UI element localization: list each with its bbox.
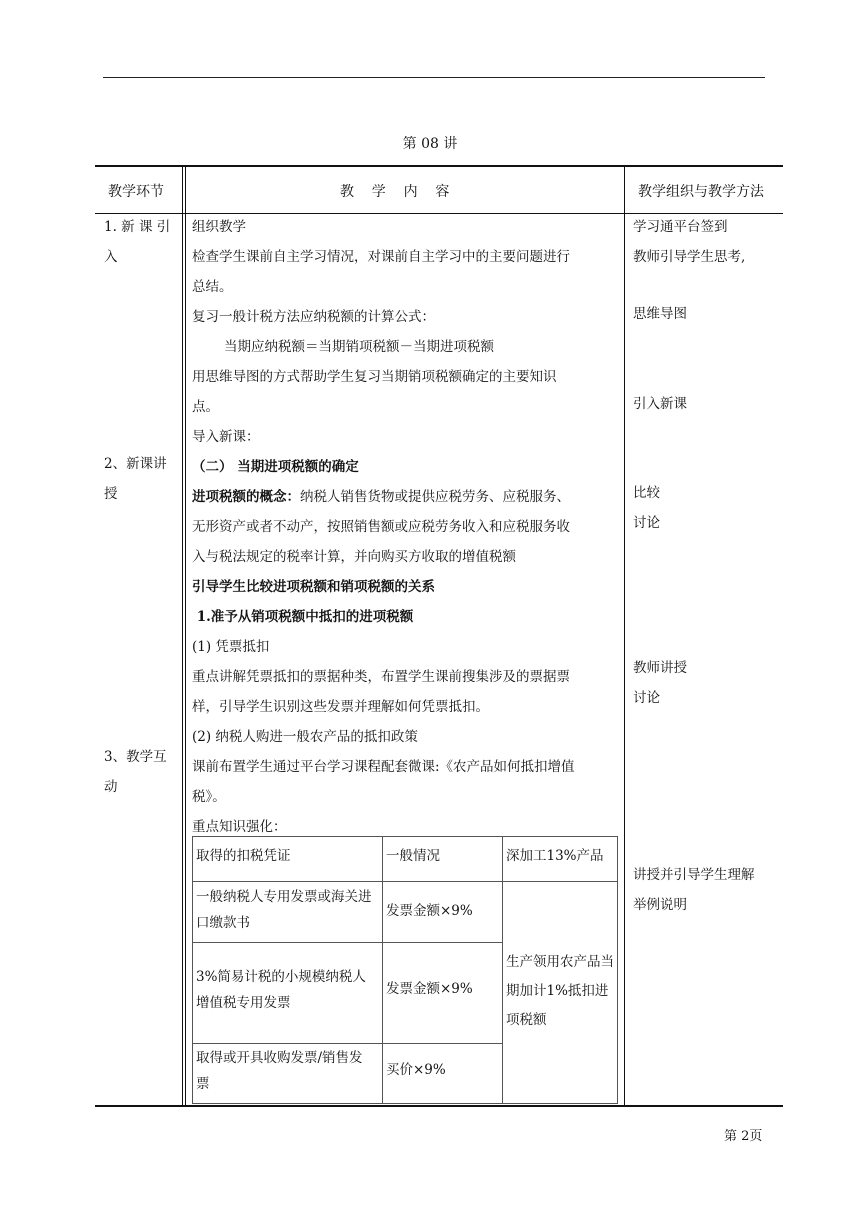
section-heading: （二） 当期进项税额的确定: [192, 459, 359, 475]
content-line: 复习一般计税方法应纳税额的计算公式：: [192, 309, 435, 325]
table-cell: 3%简易计税的小规模纳税人增值税专用发票: [196, 969, 366, 1011]
deduction-table: [192, 836, 618, 1104]
table-cell: 发票金额×9%: [386, 981, 473, 997]
methods-2: 思维导图: [633, 306, 687, 322]
content-line: (2) 纳税人购进一般农产品的抵扣政策: [192, 729, 418, 745]
lecture-title: 第 08 讲: [402, 136, 458, 152]
subheading: 1.准予从销项税额中抵扣的进项税额: [192, 609, 414, 625]
table-bottom-border: [95, 1105, 783, 1107]
merged-cell: 生产领用农产品当期加计1%抵扣进项税额: [506, 954, 614, 1028]
content-line: 检查学生课前自主学习情况，对课前自主学习中的主要问题进行: [192, 249, 570, 265]
content-line: 税》。: [192, 789, 226, 805]
table-header-cell: 深加工13%产品: [506, 848, 604, 864]
content-line: 点。: [192, 399, 219, 415]
concept-label: 进项税额的概念：: [192, 489, 300, 505]
header-rule: [103, 77, 765, 78]
bold-line: 引导学生比较进项税额和销项税额的关系: [192, 579, 435, 595]
page-number: 第 2页: [724, 1129, 763, 1144]
content-line: 组织教学: [192, 219, 246, 235]
content-line: 导入新课：: [192, 429, 260, 445]
header-teaching-stage: 教学环节: [108, 184, 164, 200]
header-teaching-method: 教学组织与教学方法: [638, 184, 764, 200]
stage-3: 3、教学互 动: [104, 749, 167, 795]
header-teaching-content: 教 学 内 容: [340, 184, 450, 200]
content-line: 重点知识强化：: [192, 819, 287, 835]
table-header-cell: 一般情况: [386, 848, 440, 864]
table-cell: 取得或开具收购发票/销售发票: [196, 1050, 363, 1092]
column-divider-1b: [185, 165, 186, 1106]
formula-line: 当期应纳税额＝当期销项税额－当期进项税额: [224, 339, 494, 355]
table-cell: 发票金额×9%: [386, 903, 473, 919]
column-divider-1: [182, 165, 183, 1106]
content-line: 重点讲解凭票抵扣的票据种类，布置学生课前搜集涉及的票据票: [192, 669, 570, 685]
methods-4: 比较 讨论: [633, 485, 660, 531]
content-line: 无形资产或者不动产，按照销售额或应税劳务收入和应税服务收: [192, 519, 570, 535]
main-content: [192, 212, 620, 842]
table-cell: 买价×9%: [386, 1062, 446, 1078]
content-line: 用思维导图的方式帮助学生复习当期销项税额确定的主要知识: [192, 369, 557, 385]
methods-6: 讲授并引导学生理解 举例说明: [633, 867, 755, 913]
content-line: 样，引导学生识别这些发票并理解如何凭票抵扣。: [192, 699, 489, 715]
stage-1: 1. 新 课 引 入: [104, 219, 171, 265]
table-header-cell: 取得的扣税凭证: [196, 848, 291, 864]
methods-5: 教师讲授 讨论: [633, 660, 687, 706]
content-line: 进项税额的概念：纳税人销售货物或提供应税劳务、应税服务、: [192, 489, 570, 505]
content-line: 入与税法规定的税率计算，并向购买方收取的增值税额: [192, 549, 516, 565]
table-top-border: [95, 165, 783, 167]
methods-3: 引入新课: [633, 396, 687, 412]
column-divider-2: [624, 165, 625, 1106]
methods-1: 学习通平台签到 教师引导学生思考,: [633, 219, 746, 265]
content-line: 总结。: [192, 279, 233, 295]
content-line: (1) 凭票抵扣: [192, 639, 270, 655]
content-line: 课前布置学生通过平台学习课程配套微课:《农产品如何抵扣增值: [192, 759, 575, 775]
stage-2: 2、新课讲 授: [104, 456, 167, 502]
table-cell: 一般纳税人专用发票或海关进口缴款书: [196, 889, 372, 931]
